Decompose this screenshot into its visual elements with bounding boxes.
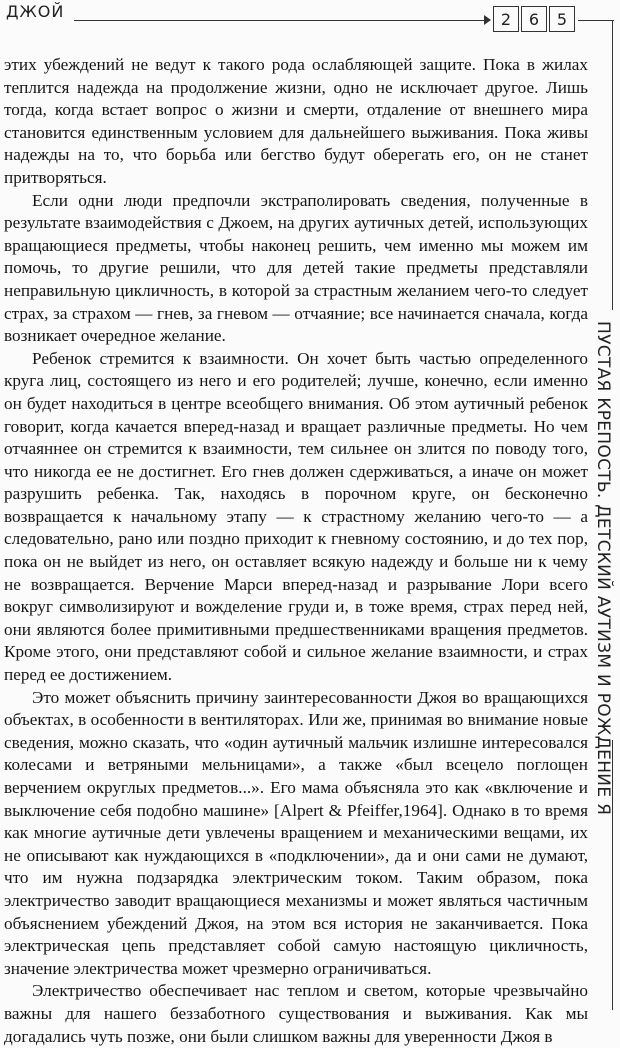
header-rule <box>74 20 490 21</box>
page-digit: 6 <box>521 6 547 32</box>
body-text <box>4 54 588 1048</box>
page-digit: 5 <box>549 6 575 32</box>
margin-rule-top <box>612 20 613 310</box>
paragraph: Ребенок стремится к взаимности. Он хочет быть частью определенного круга лиц, состоящего из него и его родителей; лучше, конечно, если именно он будет находиться в центре всеобщего внимания. Об этом аутичный ребенок говорит, когда качается вперед-назад и вращает различные предметы. Но чем отчаяннее он стремится к взаимности, тем сильнее он злится по поводу того, что никогда ее не достигнет. Его гнев должен сдерживаться, а иначе он может разрушить ребенка. Так, находясь в порочном круге, он бесконечно возвращается к начальному этапу — к страстному желанию чего-то — а следовательно, рано или поздно приходит к гневному состоянию, и до тех пор, пока он не выйдет из него, он оставляет всякую надежду и больше ни к чему не возвращается. Верчение Марси вперед-назад и разрывание Лори всего вокруг символизируют и вожделение груди и, в тоже время, страх перед ней, они являются более примитивными предшественниками вращения предметов. Кроме этого, они представляют собой и сильное желание взаимности, и страх перед ее достижением. <box>4 348 588 685</box>
paragraph: Электричество обеспечивает нас теплом и светом, которые чрезвычайно важны для нашего беззаботного существования и выживания. Как мы догадались чуть позже, они были слишком важны для уверенности Джоя в <box>4 981 588 1046</box>
paragraph: Это может объяснить причину заинтересованности Джоя во вращающихся объектах, в особенности в вентиляторах. Или же, принимая во внимание новые сведения, можно сказать, что «один аутичный мальчик излишне интересовался колесами и ветряными мельницами», а также «был всецело поглощен верчением округлых предметов...». Его мама объясняла это как «включение и выключение себя подобно машине» [Alpert & Pfeiffer,1964]. Однако в то время как многие аутичные дети увлечены вращением и механическими вещами, их не описывают как нуждающихся в «подключении», да и они сами не думают, что им нужна подзарядка электрическим током. Таким образом, пока электричество заводит вращающиеся механизмы и может являться частичным объяснением убеждений Джоя, на этом вся история не заканчивается. Пока электрическая цепь представляет собой самую настоящую цикличность, значение электричества может чрезмерно ограничиваться. <box>4 687 588 978</box>
header-arrow-icon <box>484 15 491 25</box>
page-number <box>493 6 575 32</box>
running-header-title: ДЖОЙ <box>6 2 65 21</box>
page-digit: 2 <box>493 6 519 32</box>
paragraph: Если одни люди предпочли экстраполировать сведения, полученные в результате взаимодействия с Джоем, на других аутичных детей, использующих вращающиеся предметы, чтобы наконец решить, чем именно мы можем им помочь, то другие решили, что для детей такие предметы представляли неправильную цикличность, в которой за страстным желанием чего-то следует страх, за страхом — гнев, за гневом — отчаяние; все начинается сначала, когда возникает очередное желание. <box>4 190 588 346</box>
book-side-title: ПУСТАЯ КРЕПОСТЬ. ДЕТСКИЙ АУТИЗМ И РОЖДЕНИЕ Я <box>593 321 613 816</box>
header-rule-right <box>578 20 614 21</box>
paragraph: этих убеждений не ведут к такого рода ослабляющей защите. Пока в жилах теплится надежда на продолжение жизни, одно не исключает другое. Лишь тогда, когда встает вопрос о жизни и смерти, отдаление от внешнего мира становится единственным условием для дальнейшего выживания. Пока живы надежды на то, что борьба или бегство будут оберегать его, он не станет притворяться. <box>4 55 588 187</box>
